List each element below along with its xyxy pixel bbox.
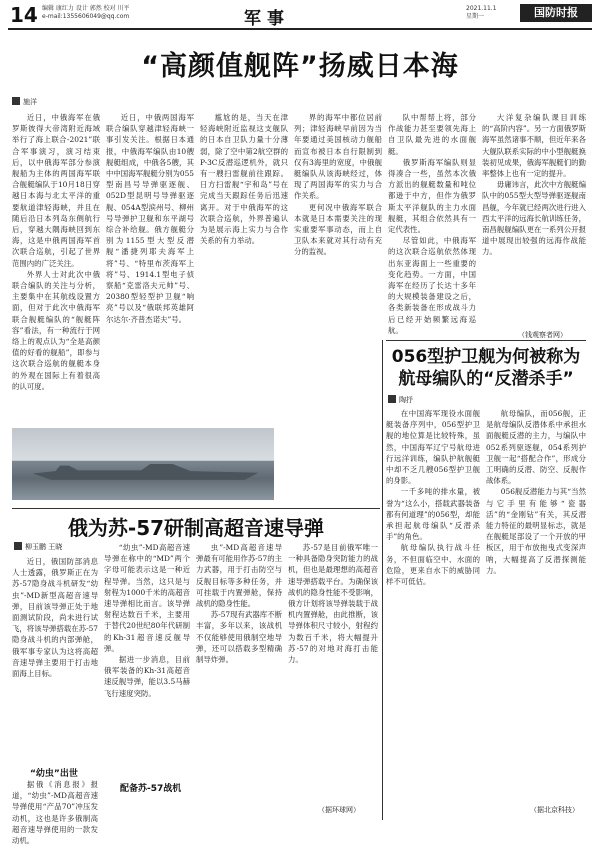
article1-col5 <box>388 112 476 335</box>
paragraph: 毋庸讳言，此次中方舰艇编队中的055型大型导弹驱逐舰南昌舰，今年就已经两次进行进入西太平洋的远海长航训练任务，南昌舰舰编队更在一系列公开报道中展现出较强的远海作战能力。 <box>482 180 586 257</box>
section-title: 军事 <box>244 9 290 29</box>
headline-3: 056型护卫舰为何被称为航母编队的“反潜杀手” <box>391 347 581 389</box>
byline-3 <box>388 395 413 405</box>
editor-info <box>42 5 130 21</box>
byline-marker-icon <box>14 542 22 550</box>
paragraph: 一千多吨的排水量，被誉为“这么小，搭载武器装备都有何道理”的056型，却能承担起航母编队“反潜杀手”的角色。 <box>386 487 480 542</box>
article3-source: （据北京科技） <box>530 806 579 814</box>
paragraph: 航母编队，而056舰，正是航母编队反潜体系中承担水面舰艇反潜的主力，与编队中052系列驱逐舰，054系列护卫舰一起“搭配合作”，形成分工明确的反潜、防空、反舰作战体系。 <box>486 409 586 486</box>
paragraph: 虫”-MD高超音速导弹最有可能用作苏-57的主力武器，用于打击防空与反舰目标等多种任务，并可挂载于内置弹舱，保持战机的隐身性能。 <box>196 543 282 609</box>
paragraph: 大洋复杂编队课目训练的“高阶内容”。另一方面俄罗斯海军虽然诸事不顺，但近年来各大舰队联系实际的中小型舰艇换装初见成果，俄海军舰艇们的勤率整体上也有一定的提升。 <box>482 113 586 179</box>
article3-col2 <box>486 408 586 803</box>
paragraph: 近日，中俄海军在俄罗斯彼得大帝湾附近海域举行了海上联合-2021”联合军事演习，演习结束后，以中俄海军部分参演舰船为主体的两国海军联合舰艇编队于10月18日穿越日本海与北太平洋的重要航道津轻海峡，并且在随后沿日本列岛东侧航行后，穿越大隅海峡回到东海，这是中俄两国海军首次联合巡航，引起了世界范围内的广泛关注。 <box>12 113 100 268</box>
byline-marker-icon <box>388 395 396 403</box>
page-number: 14 <box>10 3 38 27</box>
paragraph: 据进一步消息，目前俄军装备的Kh-31高超音速反舰导弹，能以3.5马赫飞行速度突防。 <box>104 655 190 698</box>
byline-marker-icon <box>12 97 20 105</box>
paragraph: 056舰反潜能力与其“当然与它手里有能够“瓷器活”的“金刚钻”有关，其反潜能力特征的最明显标志，就是在舰艇尾部设了一个开放的甲板区，用于布放拖曳式变深声呐，大幅提高了反潜探测能力。 <box>486 487 586 575</box>
authors-2: 柳玉鹏 王晓 <box>25 543 63 551</box>
divider <box>12 508 380 509</box>
paragraph: 近日，中俄两国海军联合编队穿越津轻海峡一事引发关注。根据日本通报，中俄海军编队由10艘舰艇组成，中俄各5艘，其中中国海军舰艇分别为055型南昌号导弹驱逐舰、052D型昆明号导弹驱逐舰、054A型滨州号、柳州号导弹护卫舰和东平湖号综合补给舰。俄方舰艇分别为1155型大型反潜舰“潘捷列耶夫海军上将”号、“特里布茨海军上将”号、1914.1型电子侦察船“克雷洛夫元帅”号、20380型轻型护卫舰“响亮”号以及“俄联邦英雄阿尔达尔·齐普杰诺夫”号。 <box>106 113 195 324</box>
page-header <box>8 2 592 30</box>
paragraph: 航母编队执行战斗任务，不但面临空中、水面的危险，更来自水下的威胁同样不可低估。 <box>386 543 480 587</box>
paragraph: 俄罗斯海军编队则显得凑合一些，虽然本次俄方派出的舰艇数量和吨位都逊于中方，但作为俄罗斯太平洋舰队的主力水面舰艇，其组合依然具有一定代表性。 <box>388 157 476 235</box>
article3-col1 <box>386 408 480 813</box>
paragraph: 在中国海军现役水面舰艇装备序列中，056型护卫舰的地位算是比较特殊，虽然，中国海军辽宁号航母进行远洋训练，编队护航舰艇中却不乏几艘056型护卫舰的身影。 <box>386 409 480 486</box>
paragraph: 苏-57是目前俄军唯一一种具备隐身突防能力的战机，但也是最理想的高超音速导弹搭载平台。为确保该战机的隐身性能不受影响，俄方计划将该导弹装载于战机内置弹舱，由此推断，该导弹体积尺寸较小，射程约为数百千米，将大幅提升苏-57的对地对海打击能力。 <box>288 543 378 665</box>
paragraph: “幼虫”-MD高超音速导弹在称中的“MD”两个字母可能表示这是一种近程导弹。当然，这只是与射程为1000千米的高超音速导弹相比而言。该导弹射程达数百千米，主要用于替代20世纪80年代研制的Kh-31超音速反舰导弹。 <box>104 543 190 653</box>
editor-email: e-mail:1355606049@qq.com <box>42 13 130 20</box>
article2-col3 <box>196 542 282 824</box>
article2-col1b <box>12 779 98 846</box>
byline-2 <box>14 542 62 552</box>
author-3: 陶抒 <box>399 396 413 404</box>
column-divider <box>382 340 383 820</box>
paragraph: 苏-57现有武器库不断丰富，多年以来，该战机不仅能够使用俄制空地导弹，还可以搭载多型精确制导炸弹。 <box>196 610 282 665</box>
newspaper-logo: 国防时报 <box>520 4 592 22</box>
paragraph: 队中帮帮上将，部分作战能力甚至要领先海上自卫队最先进的水面舰艇。 <box>388 113 476 156</box>
byline-1 <box>12 97 37 107</box>
issue-date <box>466 5 497 21</box>
paragraph: 据俄《消息报》报道，“幼虫”-MD高超音速导弹使用“产品70”冲压发动机，这也是许多俄制高超音速导弹使用的一款发动机。 <box>12 780 98 846</box>
divider <box>386 340 586 341</box>
paragraph: 外界人士对此次中俄联合编队的关注与分析，主要集中在其航线设置方面，但对于此次中俄海军联合舰艇编队的“舰艇阵容”看法，有一种流行于网络上的观点认为“全是高颜值的好看的舰船”，即参与这次联合巡航的舰艇本身的外观在国际上有着很高的认可度。 <box>12 269 100 391</box>
ship-photo <box>12 428 274 500</box>
paragraph: 尴尬的是，当天在津轻海峡附近监视这支舰队的日本自卫队力量十分薄弱，除了空中第2航空群的P-3C反潜巡逻机外，就只有一艘扫雷舰前往跟踪。日方扫雷舰“宇和岛”号在完成当天跟踪任务后迅速离开。对于中俄海军的这次联合巡航，外界普遍认为是展示海上实力与合作关系的有力举动。 <box>200 113 288 246</box>
weekday: 星期一 <box>466 13 485 20</box>
paragraph: 尽管如此，中俄海军的这次联合巡航依然体现出东亚海面上一些重要的变化趋势。一方面，中国海军在经历了长达十多年的大规模装备建设之后，各类新装备在形成战斗力后已经开始频繁远海巡航。 <box>388 236 476 335</box>
author-1: 施洋 <box>23 98 37 106</box>
paragraph: 界的海军中都位居前列；津轻海峡早前因为当年要通过美国核动力舰船而宣布被日本自行限制到仅有3海里的宽度，中俄舰艇编队从该海峡经过，体现了两国海军的实力与合作关系。 <box>294 113 382 201</box>
subhead-larva: “幼虫”出世 <box>30 769 78 779</box>
article2-col4 <box>288 542 378 780</box>
subhead-su57: 配备苏-57战机 <box>120 784 182 794</box>
article1-source: （钱观察者网） <box>518 331 567 339</box>
warship-image <box>33 464 258 480</box>
paragraph: 更何况中俄海军联合本就是日本需要关注的现实重要军事动态，而上自卫队本来就对其行动有充分的监视。 <box>294 202 382 257</box>
headline-2: 俄为苏-57研制高超音速导弹 <box>67 516 325 540</box>
headline-1: “高颜值舰阵”扬威日本海 <box>141 51 459 82</box>
paragraph: 近日，俄国防部消息人士透露，俄罗斯正在为苏-57隐身战斗机研发“幼虫”-MD新型高超音速导弹，目前该导弹正处于地面测试阶段，尚未进行试飞，将该导弹搭载在苏-57隐身战斗机的内部弹舱，俄军事专家认为这将高超音速导弹主要用于打击地面海上目标。 <box>12 557 98 679</box>
article1-col4 <box>294 112 382 517</box>
article2-source: （据环球网） <box>318 806 360 814</box>
editor-line: 编辑 康红力 设计 郭然 校对 川平 <box>42 5 130 12</box>
article2-col1 <box>12 556 98 764</box>
date: 2021.11.1 <box>466 5 497 12</box>
article1-col6 <box>482 112 586 324</box>
